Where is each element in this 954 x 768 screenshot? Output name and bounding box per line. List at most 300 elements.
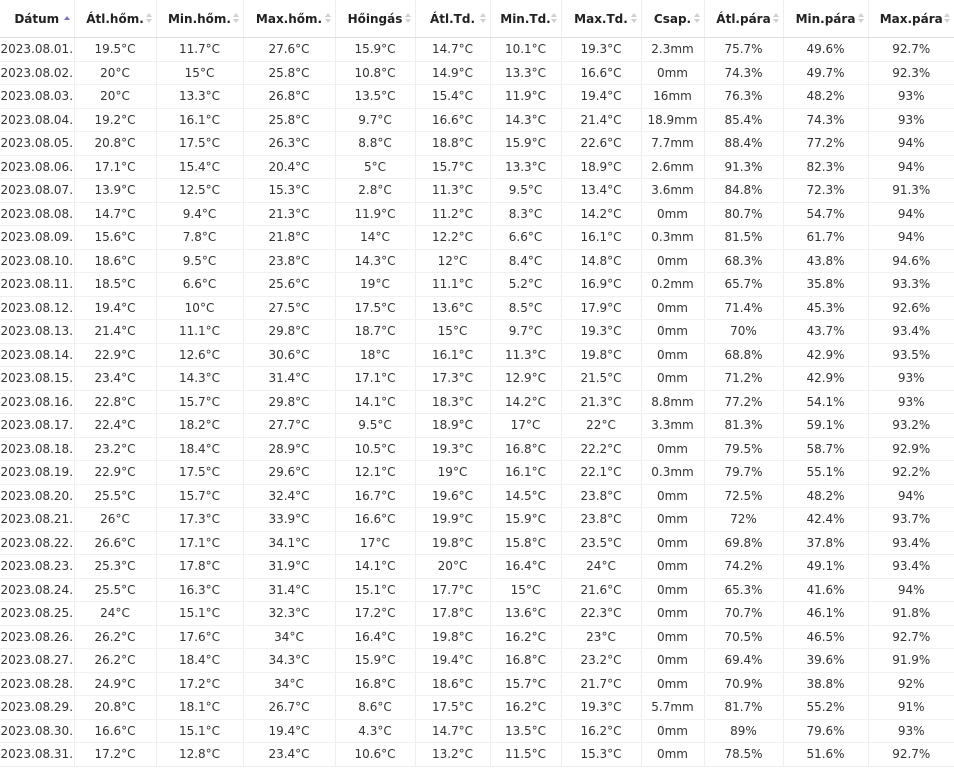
cell-avg-dewpoint: 18.3°C <box>415 390 490 414</box>
cell-avg-dewpoint: 15°C <box>415 320 490 344</box>
cell-date: 2023.08.31. <box>0 743 74 767</box>
cell-date: 2023.08.16. <box>0 390 74 414</box>
cell-max-temp: 27.7°C <box>243 414 335 438</box>
cell-max-temp: 29.6°C <box>243 461 335 485</box>
cell-max-humidity: 93.7% <box>868 508 954 532</box>
cell-min-temp: 17.6°C <box>156 625 243 649</box>
cell-avg-humidity: 72% <box>704 508 783 532</box>
cell-min-temp: 17.1°C <box>156 531 243 555</box>
cell-avg-temp: 22.8°C <box>74 390 156 414</box>
cell-avg-temp: 21.4°C <box>74 320 156 344</box>
cell-temp-range: 18.7°C <box>335 320 415 344</box>
cell-max-humidity: 92.9% <box>868 437 954 461</box>
cell-min-humidity: 49.1% <box>783 555 868 579</box>
cell-min-humidity: 41.6% <box>783 578 868 602</box>
cell-avg-humidity: 68.3% <box>704 249 783 273</box>
cell-temp-range: 4.3°C <box>335 719 415 743</box>
cell-avg-dewpoint: 12°C <box>415 249 490 273</box>
cell-max-temp: 29.8°C <box>243 320 335 344</box>
table-row <box>0 414 954 438</box>
cell-avg-temp: 26°C <box>74 508 156 532</box>
cell-precipitation: 0mm <box>641 672 704 696</box>
cell-avg-humidity: 78.5% <box>704 743 783 767</box>
cell-min-humidity: 35.8% <box>783 273 868 297</box>
cell-avg-temp: 17.1°C <box>74 155 156 179</box>
cell-avg-temp: 24.9°C <box>74 672 156 696</box>
cell-min-temp: 18.2°C <box>156 414 243 438</box>
cell-max-humidity: 91.8% <box>868 602 954 626</box>
cell-max-humidity: 94% <box>868 132 954 156</box>
cell-min-temp: 15.7°C <box>156 484 243 508</box>
cell-min-dewpoint: 6.6°C <box>490 226 561 250</box>
cell-max-dewpoint: 19.3°C <box>561 696 641 720</box>
cell-max-humidity: 94% <box>868 155 954 179</box>
cell-min-temp: 17.5°C <box>156 132 243 156</box>
cell-precipitation: 0mm <box>641 578 704 602</box>
cell-max-humidity: 93.4% <box>868 531 954 555</box>
sort-icon <box>233 13 239 25</box>
cell-max-dewpoint: 21.7°C <box>561 672 641 696</box>
cell-avg-humidity: 72.5% <box>704 484 783 508</box>
cell-temp-range: 16.4°C <box>335 625 415 649</box>
table-row <box>0 202 954 226</box>
cell-max-humidity: 93% <box>868 108 954 132</box>
cell-precipitation: 0mm <box>641 649 704 673</box>
cell-avg-dewpoint: 19.9°C <box>415 508 490 532</box>
cell-avg-dewpoint: 19.8°C <box>415 625 490 649</box>
cell-avg-dewpoint: 11.2°C <box>415 202 490 226</box>
sort-icon <box>631 13 637 25</box>
cell-min-temp: 18.1°C <box>156 696 243 720</box>
column-header-min-td[interactable] <box>490 0 561 38</box>
sort-icon <box>480 13 486 25</box>
cell-temp-range: 13.5°C <box>335 85 415 109</box>
table-row <box>0 484 954 508</box>
cell-temp-range: 19°C <box>335 273 415 297</box>
cell-avg-dewpoint: 11.3°C <box>415 179 490 203</box>
cell-avg-temp: 19.4°C <box>74 296 156 320</box>
cell-max-humidity: 93% <box>868 85 954 109</box>
cell-precipitation: 0.2mm <box>641 273 704 297</box>
cell-max-humidity: 93.3% <box>868 273 954 297</box>
cell-min-temp: 11.7°C <box>156 38 243 62</box>
cell-min-temp: 11.1°C <box>156 320 243 344</box>
cell-date: 2023.08.23. <box>0 555 74 579</box>
cell-temp-range: 14.1°C <box>335 390 415 414</box>
cell-max-humidity: 94% <box>868 226 954 250</box>
cell-avg-humidity: 89% <box>704 719 783 743</box>
cell-max-temp: 26.8°C <box>243 85 335 109</box>
cell-max-temp: 25.6°C <box>243 273 335 297</box>
cell-avg-dewpoint: 13.2°C <box>415 743 490 767</box>
cell-temp-range: 15.9°C <box>335 649 415 673</box>
table-row <box>0 249 954 273</box>
cell-min-humidity: 43.8% <box>783 249 868 273</box>
cell-min-humidity: 49.7% <box>783 61 868 85</box>
sort-icon <box>858 13 864 25</box>
cell-precipitation: 0mm <box>641 743 704 767</box>
cell-temp-range: 14.3°C <box>335 249 415 273</box>
cell-date: 2023.08.08. <box>0 202 74 226</box>
cell-max-dewpoint: 18.9°C <box>561 155 641 179</box>
cell-min-humidity: 46.1% <box>783 602 868 626</box>
cell-min-temp: 18.4°C <box>156 649 243 673</box>
cell-avg-humidity: 88.4% <box>704 132 783 156</box>
table-row <box>0 320 954 344</box>
cell-max-dewpoint: 22°C <box>561 414 641 438</box>
cell-avg-humidity: 65.7% <box>704 273 783 297</box>
cell-avg-dewpoint: 19.8°C <box>415 531 490 555</box>
cell-avg-humidity: 85.4% <box>704 108 783 132</box>
cell-min-dewpoint: 11.9°C <box>490 85 561 109</box>
cell-min-humidity: 82.3% <box>783 155 868 179</box>
column-header-datum[interactable] <box>0 0 74 38</box>
column-header-atl-hom[interactable] <box>74 0 156 38</box>
cell-temp-range: 16.6°C <box>335 508 415 532</box>
cell-date: 2023.08.21. <box>0 508 74 532</box>
column-header-min-hom[interactable] <box>156 0 243 38</box>
sort-icon <box>773 13 779 25</box>
column-header-label: Max.Td. <box>574 11 628 26</box>
cell-min-dewpoint: 16.8°C <box>490 649 561 673</box>
cell-avg-dewpoint: 15.4°C <box>415 85 490 109</box>
cell-max-temp: 31.4°C <box>243 367 335 391</box>
cell-avg-humidity: 65.3% <box>704 578 783 602</box>
cell-max-temp: 27.6°C <box>243 38 335 62</box>
cell-min-temp: 15.4°C <box>156 155 243 179</box>
cell-min-dewpoint: 15.9°C <box>490 132 561 156</box>
cell-precipitation: 0mm <box>641 484 704 508</box>
column-header-label: Hőingás <box>347 11 403 26</box>
cell-temp-range: 16.7°C <box>335 484 415 508</box>
sort-icon <box>944 13 950 25</box>
cell-min-temp: 18.4°C <box>156 437 243 461</box>
column-header-atl-para[interactable] <box>704 0 783 38</box>
column-header-hoingas[interactable] <box>335 0 415 38</box>
cell-precipitation: 0mm <box>641 555 704 579</box>
cell-min-humidity: 46.5% <box>783 625 868 649</box>
cell-min-temp: 7.8°C <box>156 226 243 250</box>
cell-avg-humidity: 70% <box>704 320 783 344</box>
cell-min-humidity: 79.6% <box>783 719 868 743</box>
cell-date: 2023.08.06. <box>0 155 74 179</box>
table-body <box>0 38 954 767</box>
cell-max-humidity: 91% <box>868 696 954 720</box>
cell-min-dewpoint: 13.6°C <box>490 602 561 626</box>
column-header-max-td[interactable] <box>561 0 641 38</box>
cell-precipitation: 8.8mm <box>641 390 704 414</box>
cell-max-humidity: 91.9% <box>868 649 954 673</box>
cell-min-dewpoint: 9.7°C <box>490 320 561 344</box>
cell-max-temp: 34°C <box>243 672 335 696</box>
cell-max-temp: 23.4°C <box>243 743 335 767</box>
table-row <box>0 625 954 649</box>
cell-precipitation: 16mm <box>641 85 704 109</box>
table-row <box>0 226 954 250</box>
column-header-csap[interactable] <box>641 0 704 38</box>
cell-precipitation: 0mm <box>641 343 704 367</box>
cell-min-dewpoint: 9.5°C <box>490 179 561 203</box>
cell-max-dewpoint: 23.8°C <box>561 508 641 532</box>
cell-date: 2023.08.24. <box>0 578 74 602</box>
cell-temp-range: 2.8°C <box>335 179 415 203</box>
cell-precipitation: 2.6mm <box>641 155 704 179</box>
table-row <box>0 85 954 109</box>
cell-max-humidity: 93% <box>868 390 954 414</box>
cell-avg-dewpoint: 19.6°C <box>415 484 490 508</box>
cell-avg-humidity: 68.8% <box>704 343 783 367</box>
cell-min-temp: 15.1°C <box>156 719 243 743</box>
cell-min-humidity: 43.7% <box>783 320 868 344</box>
cell-date: 2023.08.02. <box>0 61 74 85</box>
cell-max-dewpoint: 19.3°C <box>561 38 641 62</box>
cell-date: 2023.08.14. <box>0 343 74 367</box>
cell-avg-temp: 18.5°C <box>74 273 156 297</box>
cell-min-humidity: 45.3% <box>783 296 868 320</box>
cell-precipitation: 18.9mm <box>641 108 704 132</box>
cell-min-temp: 10°C <box>156 296 243 320</box>
cell-max-dewpoint: 19.8°C <box>561 343 641 367</box>
cell-precipitation: 0mm <box>641 437 704 461</box>
cell-max-temp: 28.9°C <box>243 437 335 461</box>
cell-max-humidity: 92.7% <box>868 38 954 62</box>
cell-avg-dewpoint: 20°C <box>415 555 490 579</box>
cell-max-humidity: 91.3% <box>868 179 954 203</box>
header-row <box>0 0 954 38</box>
cell-max-temp: 15.3°C <box>243 179 335 203</box>
cell-min-humidity: 49.6% <box>783 38 868 62</box>
cell-max-dewpoint: 16.1°C <box>561 226 641 250</box>
column-header-label: Átl.pára <box>716 11 771 26</box>
cell-min-dewpoint: 16.1°C <box>490 461 561 485</box>
cell-max-temp: 32.3°C <box>243 602 335 626</box>
cell-date: 2023.08.09. <box>0 226 74 250</box>
cell-precipitation: 5.7mm <box>641 696 704 720</box>
cell-min-temp: 16.3°C <box>156 578 243 602</box>
cell-min-humidity: 38.8% <box>783 672 868 696</box>
cell-temp-range: 17.2°C <box>335 602 415 626</box>
table-row <box>0 578 954 602</box>
cell-min-temp: 15°C <box>156 61 243 85</box>
cell-min-temp: 12.6°C <box>156 343 243 367</box>
cell-min-dewpoint: 15°C <box>490 578 561 602</box>
cell-max-humidity: 94% <box>868 202 954 226</box>
cell-max-dewpoint: 19.4°C <box>561 85 641 109</box>
cell-avg-temp: 16.6°C <box>74 719 156 743</box>
cell-avg-temp: 20.8°C <box>74 696 156 720</box>
cell-max-temp: 26.7°C <box>243 696 335 720</box>
cell-max-dewpoint: 21.5°C <box>561 367 641 391</box>
cell-max-temp: 34.1°C <box>243 531 335 555</box>
table-row <box>0 273 954 297</box>
cell-min-humidity: 59.1% <box>783 414 868 438</box>
cell-avg-dewpoint: 18.6°C <box>415 672 490 696</box>
cell-avg-dewpoint: 12.2°C <box>415 226 490 250</box>
cell-precipitation: 0mm <box>641 531 704 555</box>
table-row <box>0 649 954 673</box>
cell-avg-temp: 20°C <box>74 85 156 109</box>
cell-precipitation: 3.3mm <box>641 414 704 438</box>
column-header-min-para[interactable] <box>783 0 868 38</box>
cell-temp-range: 17.5°C <box>335 296 415 320</box>
cell-precipitation: 0.3mm <box>641 461 704 485</box>
table-row <box>0 555 954 579</box>
sort-icon <box>551 13 557 25</box>
cell-avg-dewpoint: 11.1°C <box>415 273 490 297</box>
cell-avg-temp: 22.9°C <box>74 461 156 485</box>
cell-min-temp: 6.6°C <box>156 273 243 297</box>
cell-temp-range: 9.7°C <box>335 108 415 132</box>
table-row <box>0 719 954 743</box>
cell-avg-temp: 19.2°C <box>74 108 156 132</box>
cell-avg-dewpoint: 15.7°C <box>415 155 490 179</box>
cell-avg-humidity: 69.4% <box>704 649 783 673</box>
column-header-label: Max.hőm. <box>255 11 323 26</box>
cell-date: 2023.08.29. <box>0 696 74 720</box>
cell-max-dewpoint: 23°C <box>561 625 641 649</box>
cell-avg-temp: 17.2°C <box>74 743 156 767</box>
cell-max-dewpoint: 22.1°C <box>561 461 641 485</box>
cell-date: 2023.08.25. <box>0 602 74 626</box>
cell-min-dewpoint: 15.7°C <box>490 672 561 696</box>
cell-temp-range: 14.1°C <box>335 555 415 579</box>
cell-min-temp: 14.3°C <box>156 367 243 391</box>
table-header <box>0 0 954 38</box>
cell-min-humidity: 54.7% <box>783 202 868 226</box>
table-row <box>0 743 954 767</box>
cell-avg-dewpoint: 14.9°C <box>415 61 490 85</box>
cell-max-dewpoint: 17.9°C <box>561 296 641 320</box>
cell-max-humidity: 94.6% <box>868 249 954 273</box>
cell-avg-dewpoint: 13.6°C <box>415 296 490 320</box>
cell-avg-temp: 22.9°C <box>74 343 156 367</box>
cell-precipitation: 0.3mm <box>641 226 704 250</box>
table-row <box>0 531 954 555</box>
cell-date: 2023.08.15. <box>0 367 74 391</box>
cell-max-dewpoint: 14.8°C <box>561 249 641 273</box>
cell-max-humidity: 93.4% <box>868 555 954 579</box>
table-row <box>0 343 954 367</box>
sort-icon <box>694 13 700 25</box>
cell-max-humidity: 92.7% <box>868 743 954 767</box>
sort-icon <box>405 13 411 25</box>
cell-min-dewpoint: 12.9°C <box>490 367 561 391</box>
cell-precipitation: 2.3mm <box>641 38 704 62</box>
cell-max-humidity: 92.7% <box>868 625 954 649</box>
cell-avg-humidity: 74.2% <box>704 555 783 579</box>
cell-avg-dewpoint: 17.7°C <box>415 578 490 602</box>
cell-min-humidity: 55.2% <box>783 696 868 720</box>
cell-avg-humidity: 71.4% <box>704 296 783 320</box>
cell-avg-temp: 15.6°C <box>74 226 156 250</box>
cell-temp-range: 10.8°C <box>335 61 415 85</box>
cell-temp-range: 18°C <box>335 343 415 367</box>
cell-min-dewpoint: 5.2°C <box>490 273 561 297</box>
cell-temp-range: 5°C <box>335 155 415 179</box>
cell-max-dewpoint: 16.6°C <box>561 61 641 85</box>
cell-min-dewpoint: 11.5°C <box>490 743 561 767</box>
cell-max-dewpoint: 22.2°C <box>561 437 641 461</box>
column-header-atl-td[interactable] <box>415 0 490 38</box>
cell-avg-humidity: 79.7% <box>704 461 783 485</box>
cell-precipitation: 0mm <box>641 367 704 391</box>
cell-avg-humidity: 74.3% <box>704 61 783 85</box>
column-header-label: Min.Td. <box>500 11 551 26</box>
cell-max-dewpoint: 23.2°C <box>561 649 641 673</box>
cell-min-humidity: 51.6% <box>783 743 868 767</box>
cell-avg-temp: 14.7°C <box>74 202 156 226</box>
cell-temp-range: 11.9°C <box>335 202 415 226</box>
cell-avg-humidity: 91.3% <box>704 155 783 179</box>
cell-avg-dewpoint: 14.7°C <box>415 719 490 743</box>
cell-min-dewpoint: 13.3°C <box>490 61 561 85</box>
cell-avg-temp: 22.4°C <box>74 414 156 438</box>
column-header-max-hom[interactable] <box>243 0 335 38</box>
cell-max-dewpoint: 21.3°C <box>561 390 641 414</box>
cell-date: 2023.08.07. <box>0 179 74 203</box>
cell-min-temp: 13.3°C <box>156 85 243 109</box>
cell-min-dewpoint: 8.5°C <box>490 296 561 320</box>
cell-max-humidity: 93.5% <box>868 343 954 367</box>
cell-avg-dewpoint: 18.9°C <box>415 414 490 438</box>
column-header-label: Min.pára <box>795 11 856 26</box>
cell-date: 2023.08.20. <box>0 484 74 508</box>
cell-max-temp: 31.4°C <box>243 578 335 602</box>
cell-min-humidity: 77.2% <box>783 132 868 156</box>
cell-temp-range: 12.1°C <box>335 461 415 485</box>
cell-date: 2023.08.26. <box>0 625 74 649</box>
table-row <box>0 672 954 696</box>
table-row <box>0 696 954 720</box>
table-row <box>0 179 954 203</box>
cell-precipitation: 0mm <box>641 602 704 626</box>
cell-min-dewpoint: 14.3°C <box>490 108 561 132</box>
sort-icon <box>325 13 331 25</box>
cell-precipitation: 0mm <box>641 320 704 344</box>
cell-min-humidity: 48.2% <box>783 85 868 109</box>
cell-max-temp: 34°C <box>243 625 335 649</box>
cell-temp-range: 10.5°C <box>335 437 415 461</box>
cell-precipitation: 0mm <box>641 249 704 273</box>
cell-precipitation: 0mm <box>641 202 704 226</box>
cell-min-dewpoint: 16.4°C <box>490 555 561 579</box>
cell-avg-humidity: 79.5% <box>704 437 783 461</box>
cell-max-humidity: 93.4% <box>868 320 954 344</box>
cell-temp-range: 14°C <box>335 226 415 250</box>
cell-avg-temp: 25.3°C <box>74 555 156 579</box>
table-row <box>0 108 954 132</box>
table-row <box>0 602 954 626</box>
cell-max-dewpoint: 24°C <box>561 555 641 579</box>
cell-date: 2023.08.03. <box>0 85 74 109</box>
column-header-label: Min.hőm. <box>167 11 231 26</box>
column-header-max-para[interactable] <box>868 0 954 38</box>
cell-max-dewpoint: 21.6°C <box>561 578 641 602</box>
sort-ascending-icon <box>64 13 70 25</box>
cell-temp-range: 17.1°C <box>335 367 415 391</box>
cell-avg-humidity: 70.9% <box>704 672 783 696</box>
cell-max-temp: 32.4°C <box>243 484 335 508</box>
cell-avg-humidity: 69.8% <box>704 531 783 555</box>
cell-avg-temp: 23.4°C <box>74 367 156 391</box>
cell-avg-humidity: 81.5% <box>704 226 783 250</box>
cell-avg-dewpoint: 14.7°C <box>415 38 490 62</box>
cell-precipitation: 0mm <box>641 296 704 320</box>
cell-min-humidity: 61.7% <box>783 226 868 250</box>
cell-precipitation: 0mm <box>641 719 704 743</box>
cell-min-dewpoint: 15.9°C <box>490 508 561 532</box>
cell-max-temp: 34.3°C <box>243 649 335 673</box>
